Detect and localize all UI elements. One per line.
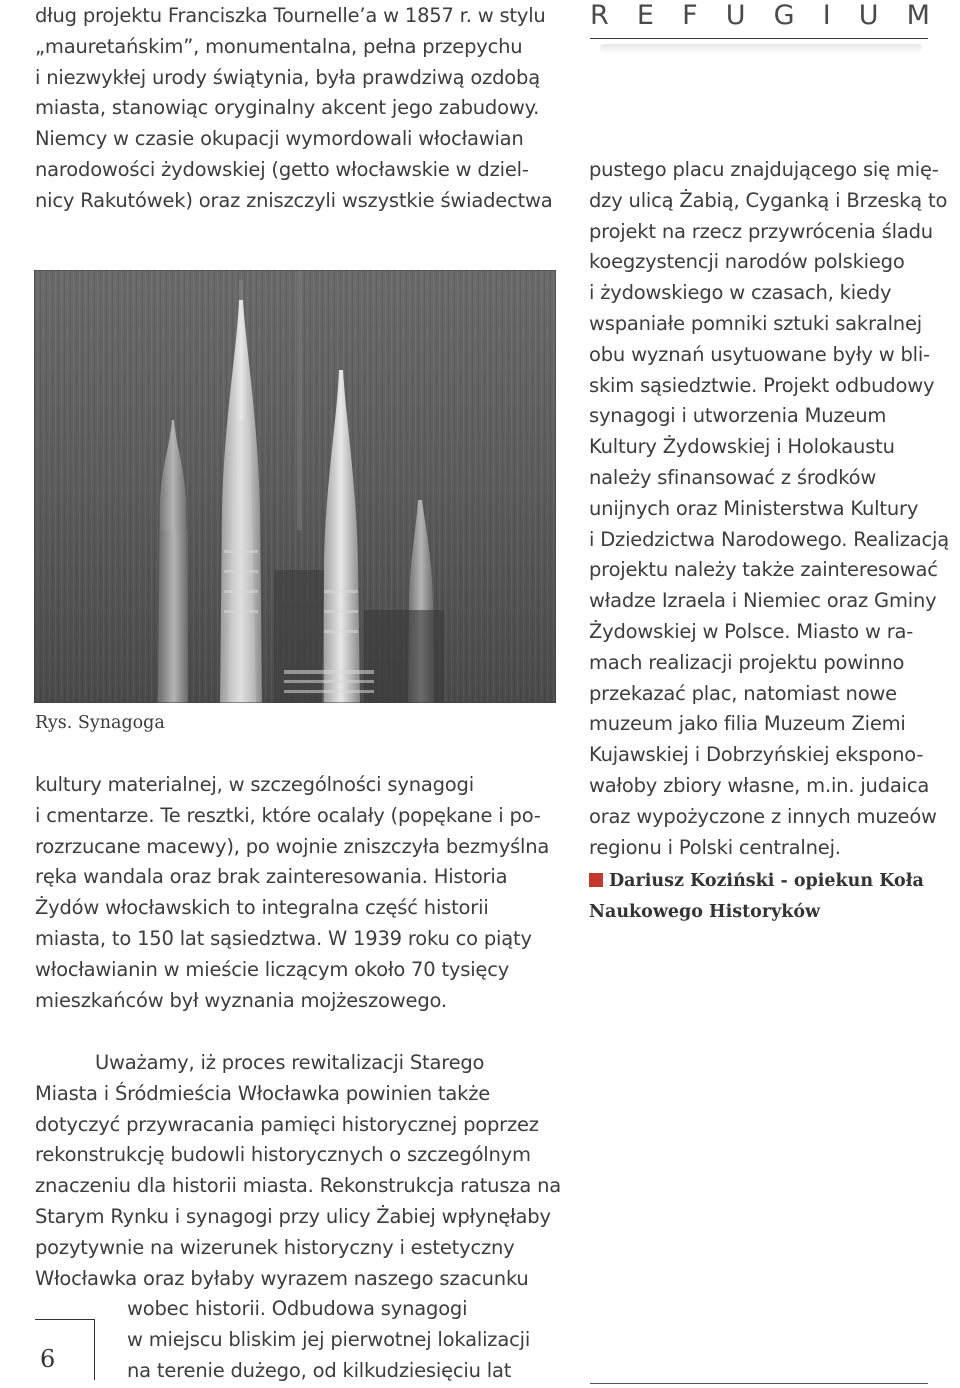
text-line: oraz wypożyczone z innych muzeów bbox=[589, 804, 937, 828]
author-name: Dariusz Koziński - opiekun Koła bbox=[609, 871, 924, 891]
text-line: Niemcy w czasie okupacji wymordowali włocławian bbox=[35, 127, 524, 151]
masthead-letter: R bbox=[590, 0, 609, 31]
text-line: władze Izraela i Niemiec oraz Gminy bbox=[589, 589, 937, 613]
article-text-bottom bbox=[35, 1048, 561, 1294]
masthead-letter: U bbox=[858, 0, 879, 31]
footer-rule bbox=[590, 1383, 928, 1384]
text-line: miasta, to 150 lat sąsiedztwa. W 1939 roku co piąty bbox=[35, 926, 532, 950]
author-marker-square bbox=[589, 873, 603, 887]
text-line: dotyczyć przywracania pamięci historycznej poprzez bbox=[35, 1112, 539, 1136]
text-line: narodowości żydowskiej (getto włocławskie w dziel- bbox=[35, 157, 529, 181]
masthead-shadow bbox=[600, 44, 922, 52]
text-line: Miasta i Śródmieścia Włocławka powinien także bbox=[35, 1081, 491, 1105]
masthead-letter: E bbox=[636, 0, 654, 31]
text-line: dzy ulicą Żabią, Cyganką i Brzeską to bbox=[589, 188, 948, 212]
author-signature bbox=[589, 866, 924, 927]
masthead-letter: G bbox=[773, 0, 795, 31]
text-line: muzeum jako filia Muzeum Ziemi bbox=[589, 712, 906, 736]
text-line: mach realizacji projektu powinno bbox=[589, 650, 905, 674]
text-line: należy sfinansować z środków bbox=[589, 465, 877, 489]
text-line: i cmentarze. Te resztki, które ocalały (popękane i po- bbox=[35, 803, 541, 827]
masthead-letter: F bbox=[682, 0, 698, 31]
text-line: miasta, stanowiąc oryginalny akcent jego zabudowy. bbox=[35, 96, 540, 120]
text-line: wspaniałe pomniki sztuki sakralnej bbox=[589, 311, 922, 335]
text-line: regionu i Polski centralnej. bbox=[589, 835, 841, 859]
page-number-rule-side bbox=[94, 1320, 95, 1380]
text-line: dług projektu Franciszka Tournelle’a w 1857 r. w stylu bbox=[35, 4, 546, 27]
article-text-left-top bbox=[35, 1, 553, 217]
text-line: Włocławka oraz byłaby wyrazem naszego szacunku bbox=[35, 1266, 529, 1290]
text-line: projektu należy także zainteresować bbox=[589, 558, 938, 582]
text-line: Starym Rynku i synagogi przy ulicy Żabiej wpłynęłaby bbox=[35, 1204, 551, 1228]
synagogue-photo bbox=[34, 270, 556, 703]
text-line: projekt na rzecz przywrócenia śladu bbox=[589, 219, 933, 243]
text-line: znaczeniu dla historii miasta. Rekonstrukcja ratusza na bbox=[35, 1174, 561, 1198]
text-line: kultury materialnej, w szczególności synagogi bbox=[35, 773, 474, 796]
text-line: wobec historii. Odbudowa synagogi bbox=[127, 1297, 468, 1320]
text-line: ręka wandala oraz brak zainteresowania. Historia bbox=[35, 865, 508, 889]
text-line: unijnych oraz Ministerstwa Kultury bbox=[589, 496, 919, 520]
text-line: nicy Rakutówek) oraz zniszczyli wszystkie świadectwa bbox=[35, 188, 553, 212]
author-line: Naukowego Historyków bbox=[589, 901, 821, 922]
text-line: Żydowskiej w Polsce. Miasto w ra- bbox=[589, 619, 914, 643]
text-line: Kujawskiej i Dobrzyńskiej ekspono- bbox=[589, 743, 924, 767]
page-number-rule-top bbox=[35, 1319, 95, 1320]
article-text-left-mid bbox=[35, 770, 549, 1016]
text-line: skim sąsiedztwie. Projekt odbudowy bbox=[589, 373, 935, 397]
text-line: i niezwykłej urody świątynia, była prawdziwą ozdobą bbox=[35, 65, 540, 89]
text-line: i Dziedzictwa Narodowego. Realizacją bbox=[589, 527, 949, 551]
text-line: Żydów włocławskich to integralna część historii bbox=[35, 896, 489, 920]
text-line: wałoby zbiory własne, m.in. judaica bbox=[589, 773, 930, 797]
masthead-rule bbox=[590, 38, 928, 39]
text-line: koegzystencji narodów polskiego bbox=[589, 250, 905, 274]
text-line: w miejscu bliskim jej pierwotnej lokalizacji bbox=[127, 1327, 531, 1351]
text-line: przekazać plac, natomiast nowe bbox=[589, 681, 897, 705]
figure-caption: Rys. Synagoga bbox=[35, 713, 165, 733]
author-line bbox=[589, 866, 924, 897]
text-line: rozrzucane macewy), po wojnie zniszczyła bezmyślna bbox=[35, 834, 550, 858]
text-line: na terenie dużego, od kilkudziesięciu lat bbox=[127, 1358, 512, 1382]
text-line: „mauretańskim”, monumentalna, pełna przepychu bbox=[35, 34, 523, 58]
text-line: synagogi i utworzenia Muzeum bbox=[589, 404, 887, 428]
masthead-letter: I bbox=[822, 0, 831, 31]
masthead-letter: M bbox=[906, 0, 930, 31]
text-line: Uważamy, iż proces rewitalizacji Starego bbox=[35, 1051, 485, 1074]
text-line: pozytywnie na wizerunek historyczny i estetyczny bbox=[35, 1235, 515, 1259]
text-line: pustego placu znajdującego się mię- bbox=[589, 158, 939, 181]
text-line: włocławianin w mieście liczącym około 70 tysięcy bbox=[35, 957, 510, 981]
masthead-letter: U bbox=[725, 0, 746, 31]
text-line: Kultury Żydowskiej i Holokaustu bbox=[589, 435, 895, 459]
text-line: rekonstrukcję budowli historycznych o szczególnym bbox=[35, 1143, 531, 1167]
page-number: 6 bbox=[40, 1345, 56, 1373]
article-text-right bbox=[589, 155, 949, 863]
masthead bbox=[590, 0, 930, 31]
text-line: i żydowskiego w czasach, kiedy bbox=[589, 281, 892, 305]
article-text-bottom-indented bbox=[127, 1294, 530, 1386]
text-line: obu wyznań usytuowane były w bli- bbox=[589, 342, 930, 366]
text-line: mieszkańców był wyznania mojżeszowego. bbox=[35, 988, 447, 1012]
